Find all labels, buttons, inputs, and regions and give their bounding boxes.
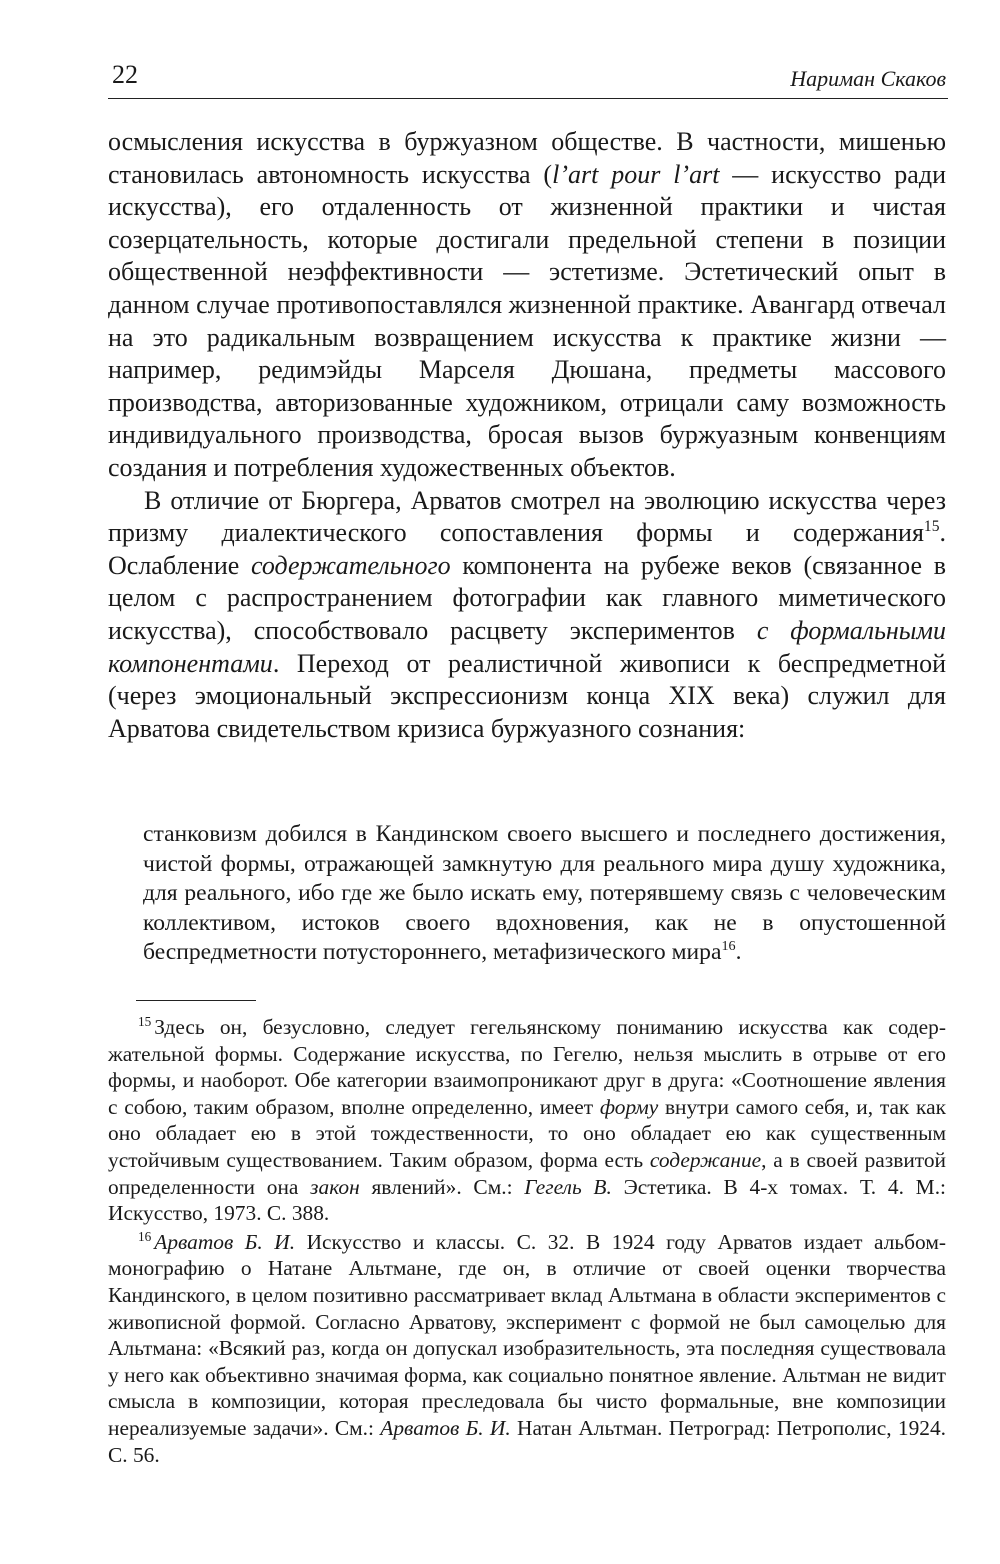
page-number: 22	[112, 60, 138, 89]
quote-paragraph	[143, 820, 946, 968]
block-quote	[143, 820, 946, 968]
footnote-divider	[136, 1000, 256, 1001]
footnote-ref-15[interactable]: 15	[923, 518, 940, 535]
page-header	[108, 54, 948, 99]
footnote-16	[108, 1229, 946, 1468]
text-run: . Переход от реалистичной живописи к беспредметной (через эмоциональный экспрессионизм конца XIX века) служил для Арватова свидетельством кризиса буржуазного сознания:	[108, 648, 946, 743]
text-run: осмысления искусства в буржуазном обществе. В частности, мишенью становилась автономность искусства (	[108, 127, 946, 189]
footnotes	[108, 1014, 946, 1468]
main-text	[108, 126, 946, 745]
text-run: Натан Альтман. Петроград: Петрополис, 1924. С. 56.	[108, 1415, 947, 1467]
italic-run: с формальными компонентами	[108, 615, 946, 678]
footnote-ref-16[interactable]: 16	[721, 937, 736, 954]
footnote-number: 16	[138, 1228, 152, 1244]
italic-run: Гегель В.	[524, 1174, 612, 1199]
running-head-author: Нариман Скаков	[790, 66, 946, 91]
quote-end: .	[735, 939, 742, 965]
italic-run: содержательного	[250, 550, 451, 580]
paragraph-2	[108, 485, 946, 746]
text-run: внутри самого себя, и, так как оно обладает ею в этой тождественности, то оно обладает ею как существенным устойчивым существованием. Таким образом, форма есть	[108, 1094, 947, 1172]
footnote-15	[108, 1014, 946, 1227]
italic-run: Арватов Б. И.	[154, 1229, 296, 1254]
text-run: В отличие от Бюргера, Арватов смотрел на эволюцию искусства через призму диалектического сопоставления формы и содержания	[108, 485, 946, 548]
italic-run: закон	[310, 1174, 360, 1199]
text-run: Здесь он, безусловно, следует гегельянскому пониманию искусства как содержательной формы. Содержание искусства, по Гегелю, нельзя мыслить в отрыве от его формы, и наоборот. Обе категории взаимопроникают друг в друга: «Соотношение явления с собою, таким образом, вполне определенно, имеет	[108, 1015, 946, 1119]
footnote-number: 15	[138, 1014, 152, 1030]
italic-run: l’art pour l’art	[552, 159, 720, 189]
quote-text: станковизм добился в Кандинском своего высшего и последнего достижения, чистой формы, отражающей замкнутую для реального мира душу художника, для реального, ибо где же было искать ему, потерявшему связь с человеческим коллективом, истоков своего вдохновения, как не в опустошенной беспредметности потустороннего, метафизического мира	[143, 821, 946, 965]
text-run: компонента на рубеже веков (связанное в целом с распространением фотографии как главного миметического искусства), способствовало расцвету экспериментов	[108, 550, 946, 645]
italic-run: форму	[599, 1094, 659, 1119]
italic-run: Арватов Б. И.	[380, 1415, 511, 1440]
italic-run: содержание	[649, 1147, 762, 1172]
text-run: Искусство и классы. С. 32. В 1924 году Арватов издает альбоммонографию о Натане Альтмане, где он, в отличие от своей оценки творчества Кандинского, в целом позитивно рассматривает вклад Альтмана в области экспериментов с живописной формой. Согласно Арватову, эксперимент с формой не был самоцелью для Альтмана: «Всякий раз, когда он допускал изобразительность, эта последняя существовала у него как объективно значимая форма, как социально понятное явление. Альтман не видит смысла в композиции, которая преследовала бы чисто формальные, вне композиции нереализуемые задачи». См.:	[108, 1229, 946, 1440]
text-run: явлений». См.:	[359, 1174, 525, 1199]
text-run: . Ослабление	[108, 518, 946, 580]
text-run: — искусство ради искусства), его отдаленность от жизненной практики и чистая созерцательность, которые достигали предельной степени в позиции общественной неэффективности — эстетизме. Эстетический опыт в данном случае противопоставлялся жизненной практике. Авангард отвечал на это радикальным возвращением искусства к практике жизни — например, редимэйды Марселя Дюшана, предметы массового производства, авторизованные художником, отрицали саму возможность индивидуального производства, бросая вызов буржуазным конвенциям создания и потребления художественных объектов.	[108, 159, 946, 482]
text-run: , а в своей развитой определенности она	[108, 1147, 946, 1199]
text-run: Эстетика. В 4-х томах. Т. 4. М.: Искусство, 1973. С. 388.	[108, 1174, 946, 1226]
paragraph-1	[108, 126, 946, 485]
